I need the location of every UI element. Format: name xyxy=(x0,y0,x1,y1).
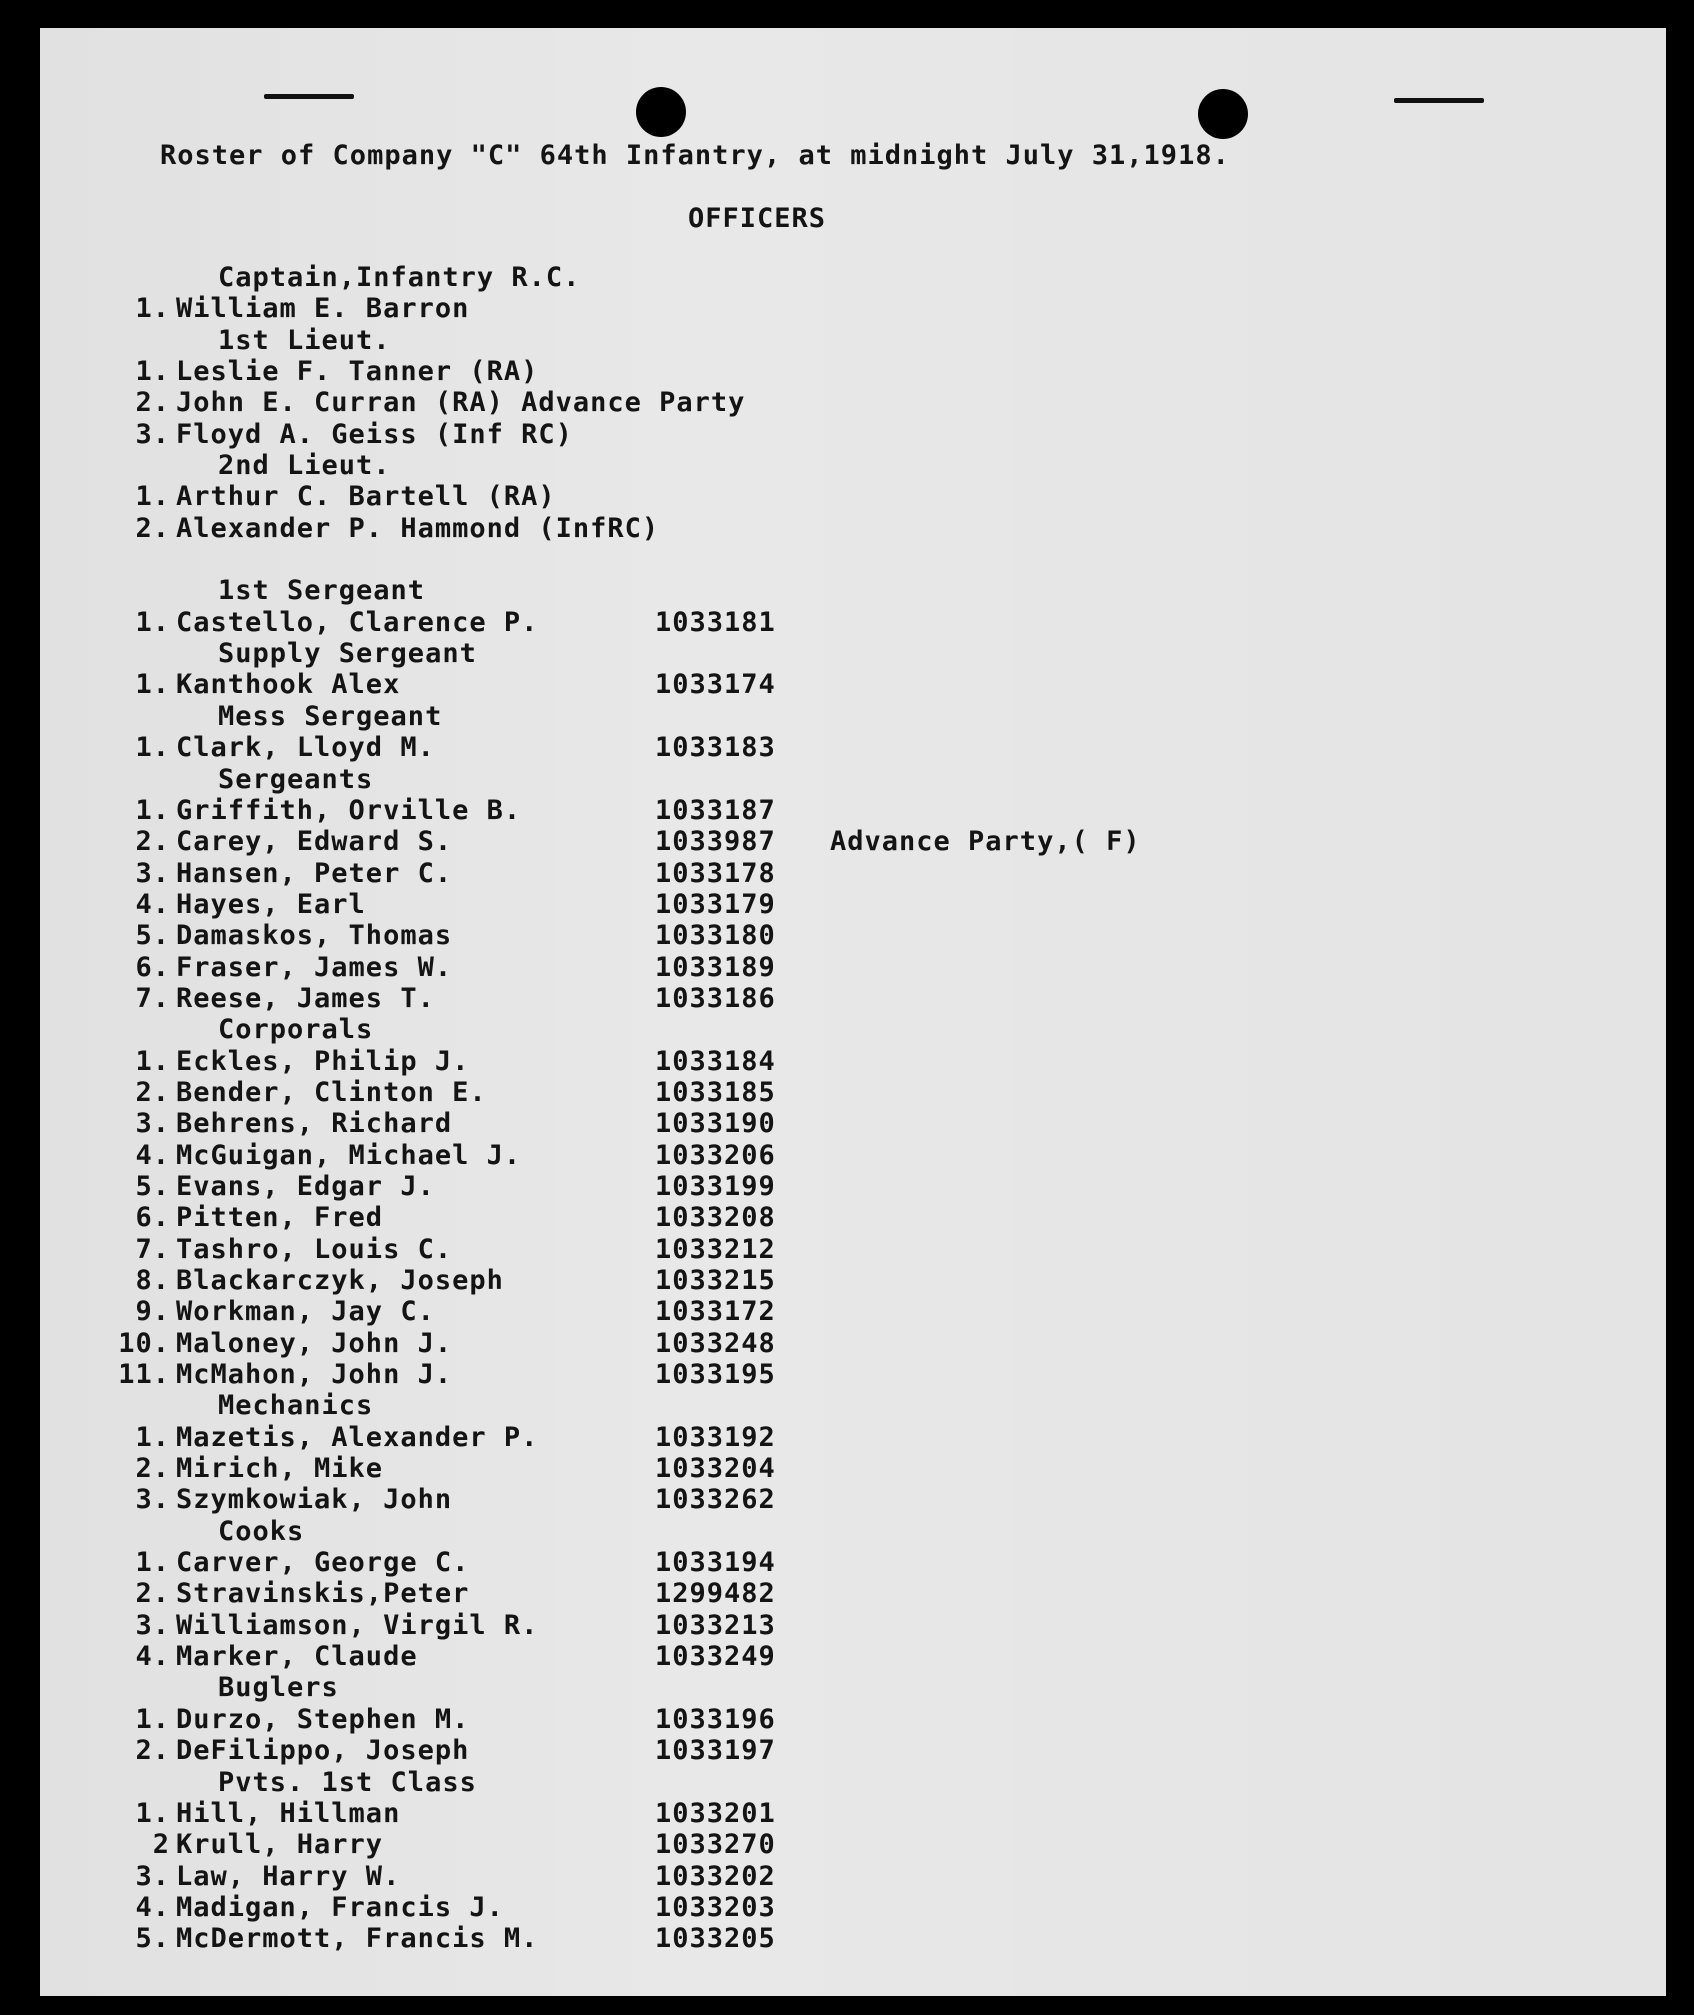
roster-entry xyxy=(0,1704,1500,1735)
entry-serial-number: 1033270 xyxy=(655,1829,776,1861)
section-heading: 1st Sergeant xyxy=(218,575,426,607)
roster-entry xyxy=(0,826,1500,857)
roster-entry xyxy=(0,1359,1500,1390)
section-heading-line xyxy=(0,1014,1500,1045)
entry-serial-number: 1033184 xyxy=(655,1045,776,1077)
roster-entry xyxy=(0,795,1500,826)
section-heading-line xyxy=(0,1390,1500,1421)
entry-number: 11. xyxy=(118,1359,170,1391)
entry-serial-number: 1033987 xyxy=(655,826,776,858)
roster-entry xyxy=(0,1578,1500,1609)
roster-entry xyxy=(0,481,1500,512)
entry-serial-number: 1033203 xyxy=(655,1891,776,1923)
entry-number: 1. xyxy=(135,1703,170,1735)
roster-entry xyxy=(0,607,1500,638)
entry-serial-number: 1033194 xyxy=(655,1547,776,1579)
roster-entry xyxy=(0,732,1500,763)
section-heading-line xyxy=(0,325,1500,356)
entry-number: 1. xyxy=(135,1797,170,1829)
roster-entry xyxy=(0,1641,1500,1672)
entry-number: 1. xyxy=(135,1421,170,1453)
entry-serial-number: 1033205 xyxy=(655,1923,776,1955)
entry-number: 6. xyxy=(135,1202,170,1234)
entry-serial-number: 1033204 xyxy=(655,1453,776,1485)
entry-name: Bender, Clinton E. xyxy=(176,1076,487,1108)
entry-name: Damaskos, Thomas xyxy=(176,920,453,952)
roster-entry xyxy=(0,1923,1500,1954)
entry-name: Hill, Hillman xyxy=(176,1797,401,1829)
roster-entry xyxy=(0,1046,1500,1077)
entry-number: 3. xyxy=(135,1860,170,1892)
entry-number: 1. xyxy=(135,481,170,513)
roster-entry xyxy=(0,1735,1500,1766)
entry-number: 1. xyxy=(135,606,170,638)
roster-entry xyxy=(0,1234,1500,1265)
entry-serial-number: 1033208 xyxy=(655,1202,776,1234)
roster-entry xyxy=(0,293,1500,324)
section-heading: 2nd Lieut. xyxy=(218,450,391,482)
entry-number: 1. xyxy=(135,356,170,388)
entry-name: Evans, Edgar J. xyxy=(176,1170,435,1202)
section-heading: Corporals xyxy=(218,1014,374,1046)
roster-entry xyxy=(0,1610,1500,1641)
entry-name: Fraser, James W. xyxy=(176,951,453,983)
entry-number: 1. xyxy=(135,293,170,325)
entry-serial-number: 1033179 xyxy=(655,888,776,920)
section-heading: 1st Lieut. xyxy=(218,324,391,356)
section-heading: Pvts. 1st Class xyxy=(218,1766,477,1798)
roster-entry xyxy=(0,669,1500,700)
entry-name: Hayes, Earl xyxy=(176,888,366,920)
entry-serial-number: 1033199 xyxy=(655,1170,776,1202)
entry-serial-number: 1033189 xyxy=(655,951,776,983)
entry-name: Law, Harry W. xyxy=(176,1860,401,1892)
entry-serial-number: 1033249 xyxy=(655,1641,776,1673)
entry-number: 2. xyxy=(135,1453,170,1485)
entry-serial-number: 1033172 xyxy=(655,1296,776,1328)
roster-entry xyxy=(0,356,1500,387)
section-heading-line xyxy=(0,1672,1500,1703)
entry-number: 3. xyxy=(135,1108,170,1140)
entry-serial-number: 1033186 xyxy=(655,982,776,1014)
entry-name: Marker, Claude xyxy=(176,1641,418,1673)
roster-entry xyxy=(0,920,1500,951)
roster-entry xyxy=(0,1484,1500,1515)
entry-number: 5. xyxy=(135,1923,170,1955)
roster-entry xyxy=(0,1861,1500,1892)
roster-entry xyxy=(0,419,1500,450)
entry-name: William E. Barron xyxy=(176,293,470,325)
entry-name: McMahon, John J. xyxy=(176,1359,453,1391)
roster-entry xyxy=(0,1547,1500,1578)
roster-entry xyxy=(0,952,1500,983)
entry-number: 2. xyxy=(135,1076,170,1108)
entry-name: Floyd A. Geiss (Inf RC) xyxy=(176,418,573,450)
entry-name: DeFilippo, Joseph xyxy=(176,1735,470,1767)
section-heading-line xyxy=(0,638,1500,669)
officers-heading: OFFICERS xyxy=(688,203,827,234)
section-heading-line xyxy=(0,1516,1500,1547)
entry-number: 2. xyxy=(135,512,170,544)
entry-serial-number: 1033213 xyxy=(655,1609,776,1641)
entry-name: Griffith, Orville B. xyxy=(176,794,522,826)
roster-entry xyxy=(0,1296,1500,1327)
roster-entry xyxy=(0,1140,1500,1171)
entry-number: 2 xyxy=(152,1829,170,1861)
entry-name: Kanthook Alex xyxy=(176,669,401,701)
entry-number: 3. xyxy=(135,418,170,450)
roster-entry xyxy=(0,1892,1500,1923)
entry-name: John E. Curran (RA) Advance Party xyxy=(176,387,746,419)
roster-entry xyxy=(0,1077,1500,1108)
entry-name: Williamson, Virgil R. xyxy=(176,1609,539,1641)
entry-serial-number: 1033178 xyxy=(655,857,776,889)
section-heading-line xyxy=(0,701,1500,732)
entry-name: McDermott, Francis M. xyxy=(176,1923,539,1955)
entry-serial-number: 1033180 xyxy=(655,920,776,952)
entry-serial-number: 1033185 xyxy=(655,1076,776,1108)
entry-serial-number: 1033202 xyxy=(655,1860,776,1892)
roster-entry xyxy=(0,387,1500,418)
roster-entry xyxy=(0,1453,1500,1484)
entry-name: Stravinskis,Peter xyxy=(176,1578,470,1610)
section-heading-line xyxy=(0,1767,1500,1798)
roster-entry xyxy=(0,858,1500,889)
entry-name: Madigan, Francis J. xyxy=(176,1891,504,1923)
entry-serial-number: 1033192 xyxy=(655,1421,776,1453)
entry-serial-number: 1033181 xyxy=(655,606,776,638)
section-heading-line xyxy=(0,575,1500,606)
entry-number: 6. xyxy=(135,951,170,983)
ink-mark xyxy=(264,94,354,99)
entry-serial-number: 1033201 xyxy=(655,1797,776,1829)
entry-number: 3. xyxy=(135,857,170,889)
entry-name: Durzo, Stephen M. xyxy=(176,1703,470,1735)
entry-number: 9. xyxy=(135,1296,170,1328)
roster-entry xyxy=(0,513,1500,544)
section-heading: Buglers xyxy=(218,1672,339,1704)
entry-serial-number: 1033195 xyxy=(655,1359,776,1391)
entry-number: 4. xyxy=(135,888,170,920)
entry-name: Arthur C. Bartell (RA) xyxy=(176,481,556,513)
entry-serial-number: 1033187 xyxy=(655,794,776,826)
entry-serial-number: 1033196 xyxy=(655,1703,776,1735)
section-heading: Supply Sergeant xyxy=(218,638,477,670)
section-heading-line xyxy=(0,262,1500,293)
entry-name: Carey, Edward S. xyxy=(176,826,453,858)
section-heading-line xyxy=(0,450,1500,481)
entry-serial-number: 1033262 xyxy=(655,1484,776,1516)
entry-number: 8. xyxy=(135,1265,170,1296)
entry-name: Mirich, Mike xyxy=(176,1453,384,1485)
entry-name: Pitten, Fred xyxy=(176,1202,384,1234)
entry-serial-number: 1033248 xyxy=(655,1327,776,1359)
entry-name: Castello, Clarence P. xyxy=(176,606,539,638)
entry-name: Alexander P. Hammond (InfRC) xyxy=(176,512,660,544)
section-heading: Captain,Infantry R.C. xyxy=(218,262,581,293)
entry-number: 2. xyxy=(135,826,170,858)
entry-number: 1. xyxy=(135,794,170,826)
entry-name: Carver, George C. xyxy=(176,1547,470,1579)
entry-name: Szymkowiak, John xyxy=(176,1484,453,1516)
entry-number: 10. xyxy=(118,1327,170,1359)
entry-number: 3. xyxy=(135,1609,170,1641)
entry-serial-number: 1033190 xyxy=(655,1108,776,1140)
roster-entry xyxy=(0,1171,1500,1202)
entry-number: 4. xyxy=(135,1891,170,1923)
entry-number: 7. xyxy=(135,1233,170,1265)
section-heading: Sergeants xyxy=(218,763,374,795)
entry-serial-number: 1033174 xyxy=(655,669,776,701)
section-heading: Cooks xyxy=(218,1515,305,1547)
entry-name: Reese, James T. xyxy=(176,982,435,1014)
roster-entry xyxy=(0,889,1500,920)
entry-number: 3. xyxy=(135,1484,170,1516)
entry-number: 5. xyxy=(135,1170,170,1202)
entry-number: 7. xyxy=(135,982,170,1014)
entry-serial-number: 1033215 xyxy=(655,1265,776,1296)
entry-name: Krull, Harry xyxy=(176,1829,384,1861)
roster-entry xyxy=(0,1829,1500,1860)
entry-serial-number: 1033212 xyxy=(655,1233,776,1265)
entry-serial-number: 1299482 xyxy=(655,1578,776,1610)
entry-name: Hansen, Peter C. xyxy=(176,857,453,889)
entry-name: Blackarczyk, Joseph xyxy=(176,1265,504,1296)
entry-number: 4. xyxy=(135,1139,170,1171)
entry-name: Maloney, John J. xyxy=(176,1327,453,1359)
roster-entry xyxy=(0,1328,1500,1359)
punch-hole xyxy=(1198,89,1248,139)
entry-number: 4. xyxy=(135,1641,170,1673)
roster-entry xyxy=(0,983,1500,1014)
entry-number: 1. xyxy=(135,1547,170,1579)
entry-name: Mazetis, Alexander P. xyxy=(176,1421,539,1453)
ink-mark xyxy=(1394,98,1484,103)
roster-entry xyxy=(0,1202,1500,1233)
entry-name: Behrens, Richard xyxy=(176,1108,453,1140)
entry-name: Clark, Lloyd M. xyxy=(176,732,435,764)
roster-entry xyxy=(0,1265,1500,1296)
entry-name: Leslie F. Tanner (RA) xyxy=(176,356,539,388)
entry-serial-number: 1033206 xyxy=(655,1139,776,1171)
section-heading-line xyxy=(0,764,1500,795)
entry-name: Tashro, Louis C. xyxy=(176,1233,453,1265)
entry-number: 2. xyxy=(135,387,170,419)
entry-serial-number: 1033183 xyxy=(655,732,776,764)
punch-hole xyxy=(636,87,686,137)
entry-number: 1. xyxy=(135,669,170,701)
entry-name: Workman, Jay C. xyxy=(176,1296,435,1328)
entry-number: 5. xyxy=(135,920,170,952)
entry-number: 1. xyxy=(135,732,170,764)
entry-number: 2. xyxy=(135,1735,170,1767)
entry-number: 2. xyxy=(135,1578,170,1610)
blank-line xyxy=(0,544,1500,575)
entry-name: Eckles, Philip J. xyxy=(176,1045,470,1077)
roster-entry xyxy=(0,1798,1500,1829)
section-heading: Mess Sergeant xyxy=(218,700,443,732)
entry-serial-number: 1033197 xyxy=(655,1735,776,1767)
roster-title: Roster of Company "C" 64th Infantry, at midnight July 31,1918. xyxy=(160,140,1230,171)
entry-remark: Advance Party,( F) xyxy=(830,826,1141,858)
entry-number: 1. xyxy=(135,1045,170,1077)
entry-name: McGuigan, Michael J. xyxy=(176,1139,522,1171)
section-heading: Mechanics xyxy=(218,1390,374,1422)
roster-entry xyxy=(0,1108,1500,1139)
roster-entry xyxy=(0,1422,1500,1453)
roster-list xyxy=(0,262,1500,1955)
